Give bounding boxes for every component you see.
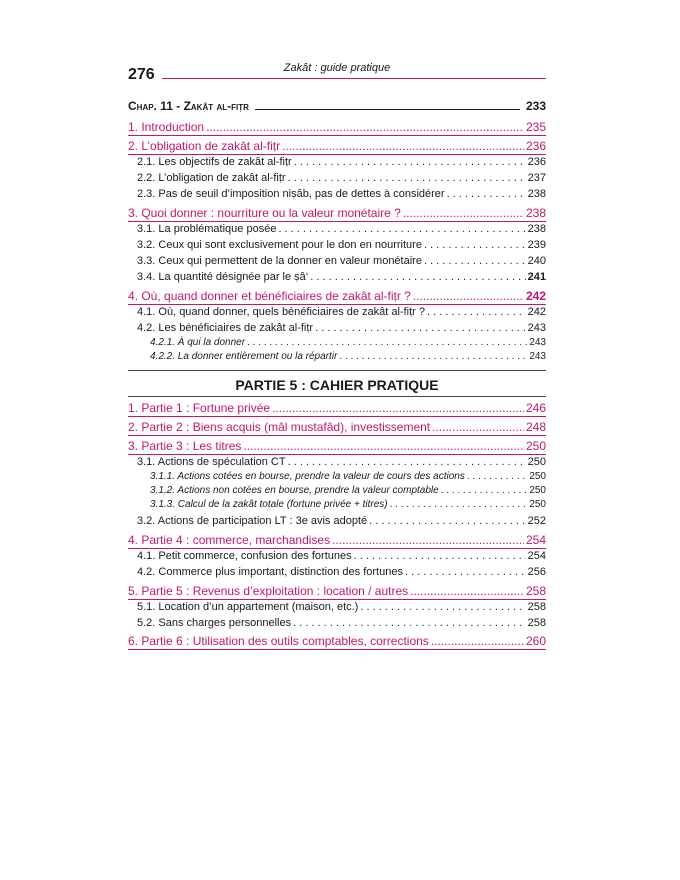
toc-entry[interactable]	[128, 401, 546, 417]
entry-title: 5.1. Location d’un appartement (maison, etc.)	[137, 601, 359, 613]
leader-dots	[427, 306, 526, 318]
header-rule	[162, 78, 546, 79]
entry-title: 3.4. La quantité désignée par le ṣâ‘	[137, 271, 309, 283]
entry-page: 239	[527, 239, 546, 251]
page-header	[128, 62, 546, 86]
entry-title: 2.3. Pas de seuil d’imposition niṣâb, pas de dettes à considérer	[137, 188, 445, 200]
leader-dots	[467, 471, 527, 482]
leader-dots	[332, 533, 524, 547]
leader-dots	[390, 499, 528, 510]
leader-dots	[272, 401, 524, 415]
leader-dots	[410, 584, 524, 598]
entry-title: 5. Partie 5 : Revenus d’exploitation : location / autres	[128, 584, 409, 598]
leader-dots	[339, 351, 527, 362]
toc-entry[interactable]	[137, 550, 546, 562]
toc-entry[interactable]	[137, 566, 546, 578]
leader-dots	[310, 271, 525, 283]
leader-dots	[247, 337, 527, 348]
entry-title: 2. Partie 2 : Biens acquis (mâl mustafâd), investissement	[128, 420, 431, 434]
entry-page: 260	[525, 634, 546, 648]
leader-dots	[424, 239, 526, 251]
leader-dots	[431, 634, 524, 648]
entry-title: 3.1.3. Calcul de la zakât totale (fortune privée + titres)	[150, 499, 388, 510]
toc-entry[interactable]	[137, 306, 546, 318]
toc-entry[interactable]	[150, 485, 546, 496]
entry-title: 2. L’obligation de zakât al-fiṭr	[128, 139, 281, 153]
entry-page: 235	[525, 120, 546, 134]
entry-title: 3.3. Ceux qui permettent de la donner en valeur monétaire	[137, 255, 422, 267]
entry-title: 3.1. Actions de spéculation CT	[137, 456, 286, 468]
entry-page: 248	[525, 420, 546, 434]
leader-dots	[354, 550, 526, 562]
leader-dots	[315, 322, 526, 334]
entry-title: 3.2. Ceux qui sont exclusivement pour le don en nourriture	[137, 239, 422, 251]
entry-title: 3.1.1. Actions cotées en bourse, prendre la valeur de cours des actions	[150, 471, 465, 482]
entry-title: 4.2.1. À qui la donner	[150, 337, 246, 348]
leader-dots	[447, 188, 526, 200]
leader-dots	[360, 601, 525, 613]
leader-dots	[424, 255, 526, 267]
toc-entry[interactable]	[137, 255, 546, 267]
leader-dots	[369, 515, 526, 527]
entry-page: 252	[527, 515, 546, 527]
entry-title: 1. Introduction	[128, 120, 205, 134]
chapter-heading[interactable]	[128, 99, 546, 113]
part-rule	[128, 396, 546, 397]
entry-title: 4.1. Où, quand donner, quels bénéficiaires de zakât al-fiṭr ?	[137, 306, 426, 318]
toc-entry[interactable]	[137, 617, 546, 629]
entry-page: 237	[527, 172, 546, 184]
entry-title: 3. Quoi donner : nourriture ou la valeur monétaire ?	[128, 206, 401, 220]
leader-dots	[288, 456, 526, 468]
entry-title: 3.1. La problématique posée	[137, 223, 277, 235]
entry-page: 250	[529, 485, 546, 496]
toc-entry[interactable]	[137, 456, 546, 468]
toc-entry[interactable]	[128, 206, 546, 222]
toc-entry[interactable]	[128, 584, 546, 600]
leader-dots	[432, 420, 524, 434]
entry-page: 250	[529, 471, 546, 482]
toc-entry[interactable]	[128, 139, 546, 155]
toc-entry[interactable]	[137, 223, 546, 235]
entry-title: 4.2. Les bénéficiaires de zakât al-fiṭr	[137, 322, 314, 334]
entry-title: 3. Partie 3 : Les titres	[128, 439, 242, 453]
toc-entry[interactable]	[150, 351, 546, 362]
entry-page: 242	[525, 289, 546, 303]
entry-page: 256	[527, 566, 546, 578]
entry-page: 240	[527, 255, 546, 267]
leader-dots	[413, 289, 524, 303]
entry-page: 243	[529, 351, 546, 362]
leader-dots	[294, 156, 526, 168]
entry-page: 238	[525, 206, 546, 220]
toc-entry[interactable]	[128, 439, 546, 455]
running-title: Zakât : guide pratique	[283, 62, 391, 74]
entry-title: 1. Partie 1 : Fortune privée	[128, 401, 271, 415]
entry-page: 238	[527, 223, 546, 235]
chapter-title: Chap. 11 - Zakât al-fiṭr	[128, 99, 249, 113]
entry-page: 236	[525, 139, 546, 153]
entry-page: 246	[525, 401, 546, 415]
entry-page: 258	[527, 601, 546, 613]
entry-title: 6. Partie 6 : Utilisation des outils comptables, corrections	[128, 634, 429, 648]
entry-page: 236	[527, 156, 546, 168]
entry-title: 4.2. Commerce plus important, distinction des fortunes	[137, 566, 403, 578]
toc-entry[interactable]	[150, 499, 546, 510]
toc-entry[interactable]	[137, 156, 546, 168]
entry-title: 4. Partie 4 : commerce, marchandises	[128, 533, 331, 547]
toc-entry[interactable]	[137, 239, 546, 251]
entry-title: 3.2. Actions de participation LT : 3e avis adopté	[137, 515, 368, 527]
leader-dots	[243, 439, 524, 453]
entry-page: 258	[525, 584, 546, 598]
entry-title: 3.1.2. Actions non cotées en bourse, prendre la valeur comptable	[150, 485, 439, 496]
toc-entry[interactable]	[137, 188, 546, 200]
toc-entry[interactable]	[150, 471, 546, 482]
entry-page: 258	[527, 617, 546, 629]
entry-title: 4.2.2. La donner entièrement ou la répartir	[150, 351, 338, 362]
entry-page: 250	[525, 439, 546, 453]
entry-page: 242	[527, 306, 546, 318]
entry-page: 250	[527, 456, 546, 468]
leader-dots	[441, 485, 528, 496]
toc-entry[interactable]	[137, 515, 546, 527]
part-title: PARTIE 5 : CAHIER PRATIQUE	[235, 377, 439, 393]
entry-page: 254	[527, 550, 546, 562]
entry-page: 254	[525, 533, 546, 547]
section-divider	[128, 370, 546, 371]
leader-dots	[293, 617, 526, 629]
entry-page: 243	[527, 322, 546, 334]
leader-dots	[403, 206, 524, 220]
toc-entry[interactable]	[137, 172, 546, 184]
entry-title: 4. Où, quand donner et bénéficiaires de zakât al-fiṭr ?	[128, 289, 411, 303]
chapter-page: 233	[525, 99, 546, 113]
entry-title: 5.2. Sans charges personnelles	[137, 617, 292, 629]
toc-entry[interactable]	[137, 322, 546, 334]
toc-entry[interactable]	[128, 634, 546, 650]
toc-entry[interactable]	[137, 601, 546, 613]
entry-page: 250	[529, 499, 546, 510]
entry-title: 4.1. Petit commerce, confusion des fortunes	[137, 550, 352, 562]
toc-entry[interactable]	[128, 289, 546, 305]
entry-title: 2.1. Les objectifs de zakât al-fiṭr	[137, 156, 292, 168]
toc-entry[interactable]	[150, 337, 546, 348]
entry-page: 243	[529, 337, 546, 348]
entry-page: 241	[527, 271, 546, 283]
toc-entry[interactable]	[137, 271, 546, 283]
chapter-rule	[255, 100, 520, 110]
page-number: 276	[128, 66, 155, 83]
leader-dots	[278, 223, 525, 235]
leader-dots	[405, 566, 526, 578]
leader-dots	[206, 120, 524, 134]
leader-dots	[288, 172, 526, 184]
entry-title: 2.2. L’obligation de zakât al-fiṭr	[137, 172, 286, 184]
toc-entry[interactable]	[128, 120, 546, 136]
toc-entry[interactable]	[128, 533, 546, 549]
toc-entry[interactable]	[128, 420, 546, 436]
leader-dots	[282, 139, 524, 153]
entry-page: 238	[527, 188, 546, 200]
